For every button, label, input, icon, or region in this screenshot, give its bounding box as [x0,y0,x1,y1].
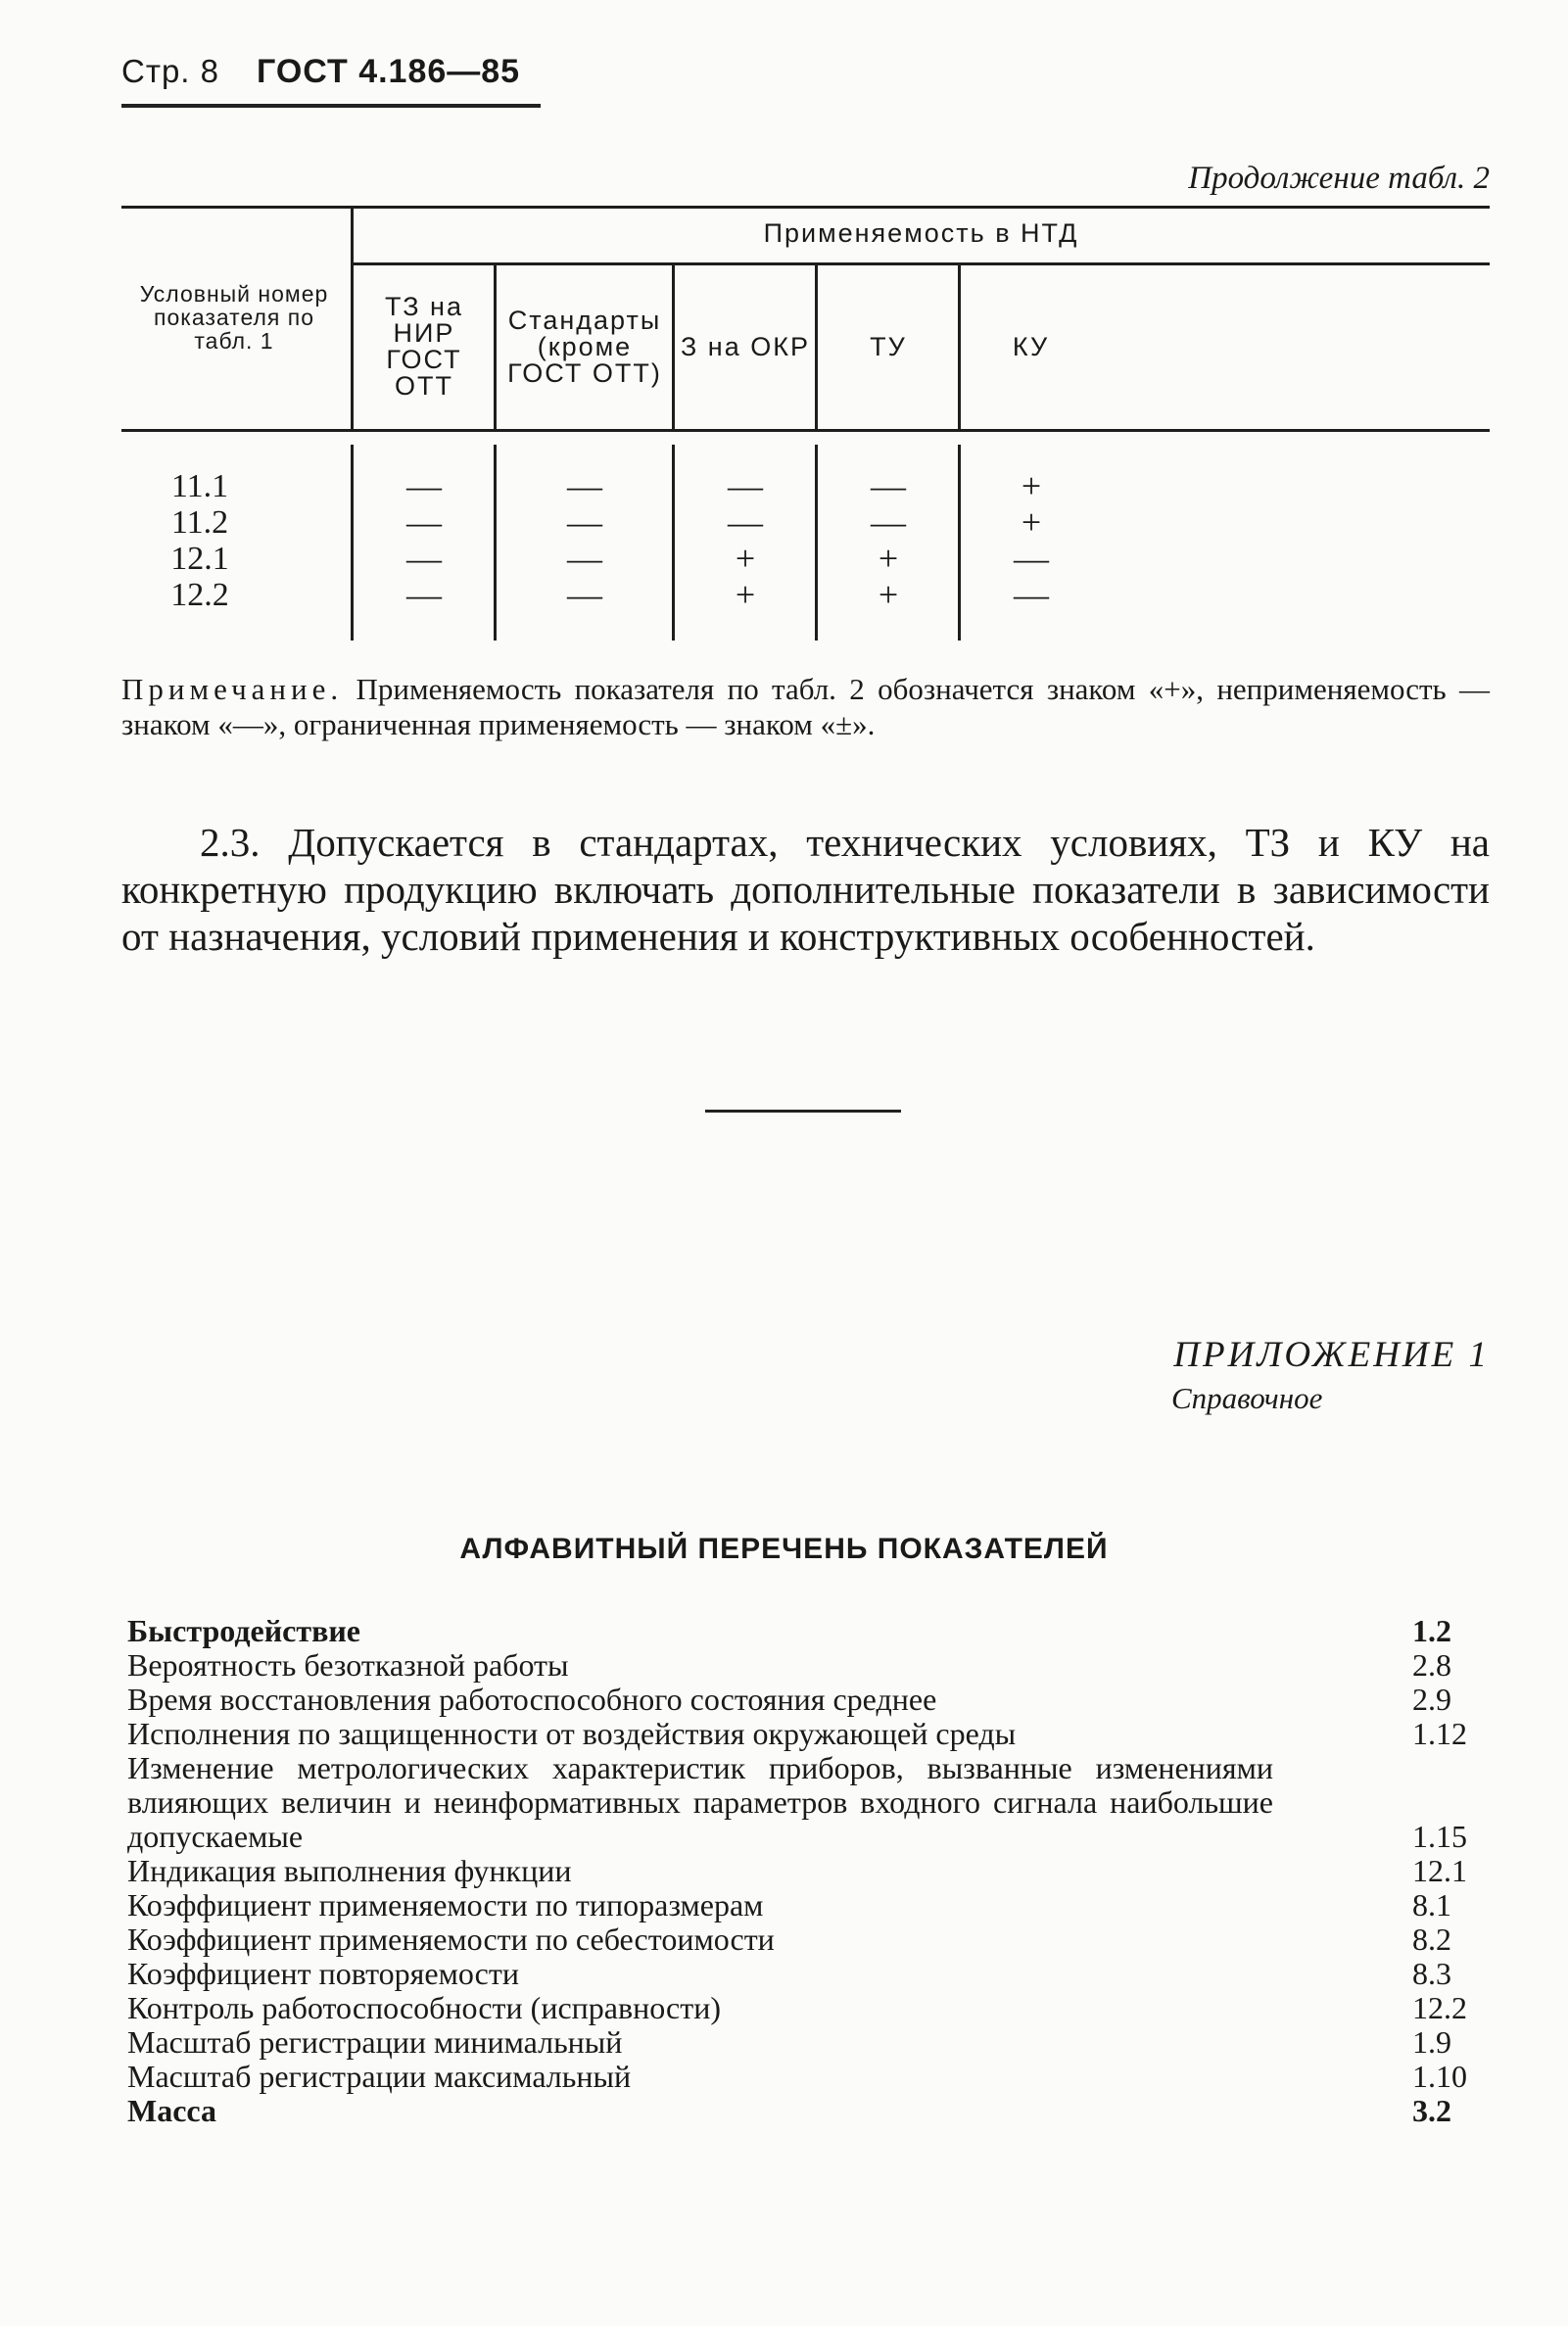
column-tu [817,468,960,613]
index-entry [127,2025,1498,2060]
index-entry-text: Изменение метрологических характеристик приборов, вызванные изменениями влияющих величин и неинформативных параметров входного сигнала наибольшие допускаемые [127,1750,1273,1854]
table-cell: — [406,502,442,542]
index-list [127,1614,1498,2128]
index-entry-text: Коэффициент применяемости по себестоимости [127,1922,775,1957]
table-vline [672,262,675,429]
table-cell: + [735,539,756,578]
index-entry [127,1991,1498,2025]
col-group-header: Применяемость в НТД [763,217,1079,248]
appendix-title: ПРИЛОЖЕНИЕ 1 [1173,1335,1490,1375]
table-cell: + [1021,502,1042,542]
index-entry [127,1614,1498,1648]
table-cell: — [406,539,442,578]
index-entry-number: 1.10 [1412,2059,1467,2094]
table-cell: — [728,466,763,505]
index-entry-text: Быстродействие [127,1613,360,1648]
index-title: АЛФАВИТНЫЙ ПЕРЕЧЕНЬ ПОКАЗАТЕЛЕЙ [459,1533,1109,1565]
index-entry-number: 2.9 [1412,1682,1451,1717]
index-entry [127,2094,1498,2128]
table-vline [815,262,818,429]
row-numbers-column [151,468,249,613]
index-entry [127,1888,1498,1923]
table-cell: — [871,502,906,542]
col-header-tu: ТУ [870,331,907,361]
index-entry-number: 8.3 [1412,1956,1451,1991]
col-header-z-okr: З на ОКР [681,331,810,361]
running-head [121,53,520,91]
column-z-okr [674,468,817,613]
index-entry [127,2060,1498,2094]
column-ku [960,468,1103,613]
index-entry-text: Вероятность безотказной работы [127,1647,569,1683]
index-entry-number: 8.2 [1412,1922,1451,1957]
table-cell: + [878,539,899,578]
index-entry-number: 1.15 [1412,1819,1467,1854]
page-number: Стр. 8 [121,53,219,89]
index-entry [127,1957,1498,1991]
header-rule [121,104,541,108]
index-entry [127,1923,1498,1957]
row-number: 12.2 [170,577,229,613]
table-cell: — [567,539,602,578]
appendix-subtitle: Справочное [1171,1381,1323,1415]
index-entry [127,1854,1498,1888]
col-header-tz-nir: ТЗ на НИР ГОСТ ОТТ [385,292,463,401]
table-note [121,672,1490,742]
row-number: 11.1 [170,468,229,504]
table-cell: — [567,575,602,614]
index-entry-number: 3.2 [1412,2093,1451,2128]
paragraph-2-3: 2.3. Допускается в стандартах, технических условиях, ТЗ и КУ на конкретную продукцию включать дополнительные показатели в зависимости от назначения, условий применения и конструктивных особенностей. [121,820,1490,959]
section-divider [705,1110,901,1113]
table-caption: Продолжение табл. 2 [1188,161,1490,196]
index-entry-number: 1.9 [1412,2024,1451,2060]
index-entry-text: Масса [127,2093,216,2128]
index-entry-number: 2.8 [1412,1647,1451,1683]
index-entry-text: Время восстановления работоспособного состояния среднее [127,1682,937,1717]
row-number: 12.1 [170,541,229,577]
index-entry-number: 12.2 [1412,1990,1467,2025]
col-header-standards: Стандарты (кроме ГОСТ ОТТ) [507,305,662,388]
index-entry-number: 1.12 [1412,1716,1467,1751]
table-vline [958,262,961,429]
index-entry [127,1648,1498,1683]
column-standards [496,468,674,613]
table-cell: — [567,466,602,505]
table-header-rule [121,429,1490,432]
table-cell: — [567,502,602,542]
index-entry [127,1683,1498,1717]
table-cell: + [735,575,756,614]
index-entry-text: Исполнения по защищенности от воздействия окружающей среды [127,1716,1017,1751]
index-entry-text: Масштаб регистрации максимальный [127,2059,632,2094]
table-group-rule [351,262,1490,265]
col-header-ku: КУ [1012,331,1050,361]
index-entry-number: 8.1 [1412,1887,1451,1923]
table-cell: — [871,466,906,505]
row-number: 11.2 [170,504,229,541]
index-entry-text: Коэффициент повторяемости [127,1956,519,1991]
index-entry-text: Индикация выполнения функции [127,1853,572,1888]
table-cell: — [728,502,763,542]
table-cell: + [878,575,899,614]
applicability-table [121,206,1490,646]
index-entry [127,1751,1498,1854]
index-entry-number: 1.2 [1412,1613,1451,1648]
index-entry [127,1717,1498,1751]
table-cell: + [1021,466,1042,505]
column-tz-nir [353,468,496,613]
standard-number: ГОСТ 4.186—85 [257,53,521,90]
table-cell: — [406,575,442,614]
table-vline [494,262,497,429]
note-label: Примечание. [121,672,344,706]
index-entry-text: Коэффициент применяемости по типоразмерам [127,1887,764,1923]
note-text: Применяемость показателя по табл. 2 обозначется знаком «+», неприменяемость — знаком «—», ограниченная применяемость — знаком «±». [121,672,1491,741]
table-cell: — [1014,539,1049,578]
index-entry-number: 12.1 [1412,1853,1467,1888]
col-header-number: Условный номер показателя по табл. 1 [139,281,329,354]
index-entry-text: Масштаб регистрации минимальный [127,2024,623,2060]
table-cell: — [406,466,442,505]
index-entry-text: Контроль работоспособности (исправности) [127,1990,721,2025]
table-cell: — [1014,575,1049,614]
